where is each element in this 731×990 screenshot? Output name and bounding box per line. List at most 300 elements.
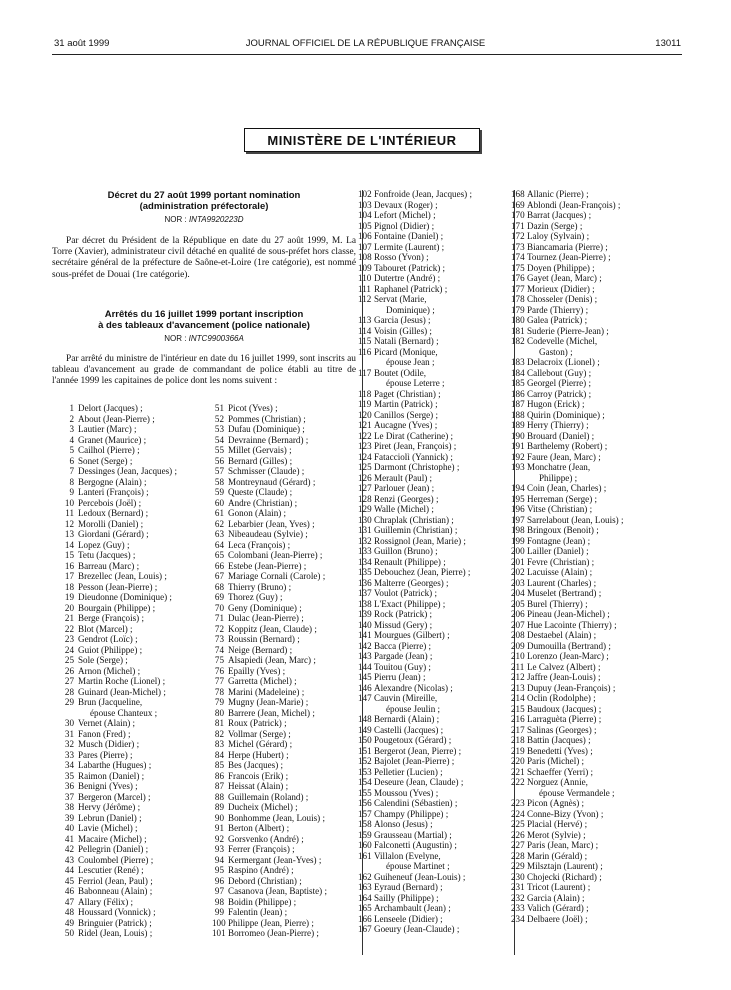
item-number: 49 — [64, 917, 74, 928]
item-name: Raspino (André) ; — [228, 865, 294, 875]
item-number: 212 — [511, 672, 525, 682]
list-item — [212, 456, 327, 467]
item-name: Sole (Serge) ; — [78, 655, 128, 665]
item-name: Berge (François) ; — [78, 613, 144, 623]
list-item — [62, 855, 177, 866]
item-number: 102 — [358, 189, 372, 199]
item-number: 110 — [358, 273, 372, 283]
decret-nor-label: NOR : — [164, 215, 187, 224]
item-name: Delacroix (Lionel) ; — [527, 357, 600, 367]
arretes-title-line1: Arrêtés du 16 juillet 1999 portant inscription — [104, 309, 304, 320]
list-item — [358, 735, 472, 746]
item-number: 172 — [511, 231, 525, 241]
list-item — [62, 592, 177, 603]
item-name: Garcia (Jesus) ; — [374, 315, 431, 325]
item-number: 175 — [511, 262, 525, 273]
item-number: 118 — [358, 388, 372, 399]
item-number: 225 — [511, 819, 525, 829]
list-item — [511, 620, 623, 631]
item-number: 134 — [358, 556, 372, 567]
item-name: Ridel (Jean, Louis) ; — [78, 928, 153, 938]
item-number: 107 — [358, 241, 372, 252]
item-name: Schmisser (Claude) ; — [228, 466, 305, 476]
item-number: 48 — [64, 907, 74, 917]
item-number: 187 — [511, 399, 525, 409]
item-name: Aucagne (Yves) ; — [374, 420, 438, 430]
journal-title: JOURNAL OFFICIEL DE LA RÉPUBLIQUE FRANÇAISE — [245, 38, 486, 49]
list-item — [511, 378, 623, 389]
list-item — [62, 687, 177, 698]
list-item — [62, 582, 177, 593]
item-number: 144 — [358, 661, 372, 672]
list-item — [511, 809, 623, 820]
list-item — [511, 651, 623, 662]
item-number: 36 — [64, 781, 74, 791]
item-name: Sonet (Serge) ; — [78, 455, 133, 466]
list-item — [212, 687, 327, 698]
item-name: Babonneau (Alain) ; — [78, 886, 153, 896]
item-name: Gorsvenko (André) ; — [228, 833, 304, 844]
item-name: Faure (Jean, Marc) ; — [527, 451, 601, 462]
item-number: 7 — [69, 466, 74, 476]
item-number: 98 — [214, 896, 224, 907]
item-number: 30 — [64, 718, 74, 728]
list-item — [62, 823, 177, 834]
item-name: Le Calvez (Albert) ; — [527, 661, 601, 672]
item-name: Brouard (Daniel) ; — [527, 430, 595, 441]
list-item — [511, 441, 623, 452]
item-name: L'Exact (Philippe) ; — [374, 598, 446, 609]
item-name: Lautier (Marc) ; — [78, 424, 137, 434]
item-name: Goeury (Jean-Claude) ; — [374, 924, 460, 934]
item-number: 132 — [358, 535, 372, 546]
item-name: Cailhol (Pierre) ; — [78, 445, 140, 455]
list-item — [62, 697, 177, 708]
list-item — [358, 273, 472, 284]
item-number: 231 — [511, 882, 525, 892]
item-number: 173 — [511, 241, 525, 252]
item-name: Parde (Thierry) ; — [527, 304, 589, 315]
list-item — [511, 704, 623, 715]
item-number: 208 — [511, 630, 525, 640]
item-number: 108 — [358, 252, 372, 262]
item-name: Gayet (Jean, Marc) ; — [527, 273, 602, 283]
item-number: 211 — [511, 661, 525, 672]
item-number: 44 — [64, 865, 74, 875]
list-item — [358, 252, 472, 263]
item-number: 70 — [214, 602, 224, 613]
names-column-3 — [358, 189, 472, 935]
list-item — [511, 567, 623, 578]
list-item — [62, 550, 177, 561]
list-item — [62, 613, 177, 624]
item-name: Roux (Patrick) ; — [228, 718, 287, 728]
item-number: 195 — [511, 493, 525, 504]
item-name: Hue Lacointe (Thierry) ; — [527, 619, 617, 630]
list-item — [511, 210, 623, 221]
list-item — [212, 802, 327, 813]
list-item — [358, 578, 472, 589]
list-item — [358, 662, 472, 673]
item-number: 65 — [214, 550, 224, 560]
item-number: 122 — [358, 430, 372, 441]
list-item — [212, 666, 327, 677]
list-item — [358, 347, 472, 358]
item-number: 85 — [214, 760, 224, 770]
list-item — [358, 294, 472, 305]
list-item — [62, 540, 177, 551]
list-item — [511, 305, 623, 316]
item-number: 59 — [214, 487, 224, 497]
list-item — [511, 504, 623, 515]
item-name: Hervy (Jérôme) ; — [78, 802, 141, 812]
item-number: 64 — [214, 539, 224, 550]
item-number: 229 — [511, 861, 525, 871]
list-item — [212, 403, 327, 414]
item-number: 214 — [511, 693, 525, 703]
item-number: 117 — [358, 367, 372, 378]
list-item — [358, 368, 472, 379]
list-item — [511, 252, 623, 263]
item-name: Missud (Gery) ; — [374, 619, 433, 630]
list-item — [511, 725, 623, 736]
item-number: 18 — [64, 581, 74, 592]
list-item — [62, 739, 177, 750]
item-number: 197 — [511, 514, 525, 525]
item-number: 198 — [511, 525, 525, 535]
item-number: 180 — [511, 315, 525, 325]
item-name: Benigni (Yves) ; — [78, 781, 138, 791]
list-item — [212, 613, 327, 624]
list-item — [358, 210, 472, 221]
item-name: Lebrun (Daniel) ; — [78, 812, 142, 823]
item-number: 24 — [64, 644, 74, 655]
item-number: 58 — [214, 476, 224, 487]
item-name: Lopez (Guy) ; — [78, 539, 130, 550]
item-name: Merot (Sylvie) ; — [527, 829, 586, 840]
list-item — [62, 529, 177, 540]
item-number: 76 — [214, 665, 224, 676]
item-name: Barthelemy (Robert) ; — [527, 441, 608, 451]
item-name: Pignol (Didier) ; — [374, 220, 435, 231]
item-number: 129 — [358, 504, 372, 514]
item-number: 115 — [358, 336, 372, 346]
item-name: Guillemin (Christian) ; — [374, 525, 458, 535]
list-item — [212, 540, 327, 551]
item-name: Carroy (Patrick) ; — [527, 388, 592, 399]
item-number: 101 — [212, 928, 226, 938]
item-name: Alsapiedi (Jean, Marc) ; — [228, 655, 316, 665]
names-column-2 — [212, 403, 327, 939]
decret-nor — [52, 215, 356, 224]
item-number: 170 — [511, 210, 525, 220]
item-name: Francois (Erik) ; — [228, 770, 289, 781]
item-name: Debord (Christian) ; — [228, 875, 302, 886]
item-name: Bringoux (Benoit) ; — [527, 525, 599, 535]
item-number: 100 — [212, 917, 226, 928]
item-number: 182 — [511, 336, 525, 346]
list-item — [358, 200, 472, 211]
list-item — [62, 844, 177, 855]
list-item — [358, 693, 472, 704]
list-item — [62, 466, 177, 477]
item-name: Hugon (Erick) ; — [527, 399, 585, 409]
item-number: 82 — [214, 728, 224, 739]
item-number: 218 — [511, 735, 525, 745]
item-number: 131 — [358, 525, 372, 535]
list-item — [358, 851, 472, 862]
item-number: 105 — [358, 220, 372, 231]
item-number: 14 — [64, 539, 74, 550]
item-number: 228 — [511, 850, 525, 861]
list-item — [212, 729, 327, 740]
list-item — [358, 315, 472, 326]
list-item — [358, 777, 472, 788]
item-name-continuation: Gaston) ; — [539, 346, 573, 357]
list-item — [62, 666, 177, 677]
list-item — [62, 928, 177, 939]
list-item — [358, 336, 472, 347]
item-name: Schaeffer (Yerri) ; — [527, 766, 594, 777]
item-name: Lebarbier (Jean, Yves) ; — [228, 518, 315, 529]
item-number: 104 — [358, 210, 372, 220]
item-name: Paris (Jean, Marc) ; — [527, 840, 599, 850]
list-item — [212, 466, 327, 477]
item-number: 33 — [64, 749, 74, 760]
item-number: 186 — [511, 388, 525, 399]
list-item — [511, 861, 623, 872]
list-item — [62, 456, 177, 467]
item-name: Mugny (Jean-Marie) ; — [228, 697, 309, 707]
list-item — [62, 519, 177, 530]
item-name: Fanon (Fred) ; — [78, 728, 131, 739]
item-name: Oclin (Rodolphe) ; — [527, 693, 596, 703]
item-name: Gonon (Alain) ; — [228, 508, 287, 518]
item-name: Heissat (Alain) ; — [228, 781, 289, 791]
list-item — [62, 781, 177, 792]
list-item — [511, 315, 623, 326]
list-item — [511, 189, 623, 200]
item-number: 215 — [511, 703, 525, 714]
list-item — [358, 263, 472, 274]
item-name: Codevelle (Michel, — [527, 336, 598, 346]
item-number: 111 — [358, 283, 371, 294]
list-item — [358, 840, 472, 851]
list-item — [358, 525, 472, 536]
item-name: Fatacciolì (Yannick) ; — [374, 451, 453, 462]
list-item — [511, 662, 623, 673]
item-number: 31 — [64, 728, 74, 739]
item-number: 147 — [358, 693, 372, 703]
list-item — [212, 561, 327, 572]
item-number: 97 — [214, 886, 224, 896]
list-item — [511, 830, 623, 841]
item-name: Devaux (Roger) ; — [374, 199, 438, 210]
item-name: Villalon (Evelyne, — [374, 850, 441, 861]
item-name: Piret (Jean, François) ; — [374, 441, 457, 451]
item-name: Fevre (Christian) ; — [527, 556, 595, 567]
item-number: 103 — [358, 199, 372, 210]
item-number: 149 — [358, 724, 372, 735]
item-name: Pesson (Jean-Pierre) ; — [78, 581, 158, 592]
item-name: Alexandre (Nicolas) ; — [374, 682, 453, 693]
list-item — [212, 529, 327, 540]
item-name: Valich (Gérard) ; — [527, 903, 589, 913]
item-name: Marin (Gérald) ; — [527, 850, 588, 861]
header-date: 31 août 1999 — [54, 38, 110, 49]
item-name: Castelli (Jacques) ; — [374, 724, 444, 735]
item-number: 135 — [358, 567, 372, 577]
item-number: 92 — [214, 833, 224, 844]
list-item — [62, 750, 177, 761]
item-number: 19 — [64, 592, 74, 602]
item-number: 73 — [214, 634, 224, 644]
item-name: Paris (Michel) ; — [527, 756, 585, 766]
list-item — [511, 410, 623, 421]
item-name: Coin (Jean, Charles) ; — [527, 483, 607, 493]
list-item — [62, 624, 177, 635]
list-item — [212, 435, 327, 446]
item-number: 26 — [64, 665, 74, 676]
item-number: 210 — [511, 651, 525, 661]
list-item — [212, 865, 327, 876]
item-number: 28 — [64, 686, 74, 697]
item-number: 207 — [511, 619, 525, 630]
item-number: 93 — [214, 844, 224, 854]
list-item — [212, 928, 327, 939]
list-item — [62, 571, 177, 582]
list-item — [212, 760, 327, 771]
item-number: 8 — [69, 476, 74, 487]
item-name: Arnon (Michel) ; — [78, 665, 141, 676]
list-item — [212, 424, 327, 435]
item-number: 154 — [358, 777, 372, 787]
item-name: Chojecki (Richard) ; — [527, 871, 602, 882]
item-name: Benedetti (Yves) ; — [527, 745, 593, 756]
item-number: 15 — [64, 550, 74, 560]
list-item — [358, 641, 472, 652]
item-number: 185 — [511, 378, 525, 388]
item-name: Nibeaudeau (Sylvie) ; — [228, 529, 308, 539]
item-name: Guinard (Jean-Michel) ; — [78, 686, 166, 697]
item-name: Herry (Thierry) ; — [527, 420, 589, 430]
item-name: Barreau (Marc) ; — [78, 560, 140, 571]
list-item — [62, 897, 177, 908]
item-name: Macaire (Michel) ; — [78, 833, 147, 844]
item-number: 20 — [64, 602, 74, 613]
list-item — [511, 431, 623, 442]
item-number: 80 — [214, 707, 224, 718]
item-name: Moussou (Yves) ; — [374, 787, 439, 798]
item-number: 193 — [511, 462, 525, 472]
list-item — [358, 924, 472, 935]
list-item — [511, 714, 623, 725]
item-name: Thierry (Bruno) ; — [228, 581, 292, 592]
item-number: 196 — [511, 504, 525, 514]
list-item — [511, 641, 623, 652]
item-number: 152 — [358, 756, 372, 766]
list-item — [358, 189, 472, 200]
item-name: Jaffre (Jean-Louis) ; — [527, 672, 601, 682]
item-name: Falentin (Jean) ; — [228, 907, 288, 917]
item-number: 5 — [69, 445, 74, 455]
list-item — [511, 294, 623, 305]
arretes-title-line2: à des tableaux d'avancement (police nationale) — [98, 320, 310, 331]
item-name: Raphanel (Patrick) ; — [374, 283, 448, 294]
item-number: 57 — [214, 466, 224, 476]
item-number: 46 — [64, 886, 74, 896]
item-name: Picon (Agnès) ; — [527, 798, 585, 808]
list-item — [62, 487, 177, 498]
item-number: 161 — [358, 850, 372, 861]
item-number: 96 — [214, 875, 224, 886]
list-item — [62, 435, 177, 446]
item-name: Le Dirat (Catherine) ; — [374, 430, 454, 441]
decret-title-line1: Décret du 27 août 1999 portant nomination — [107, 190, 301, 201]
item-number: 199 — [511, 535, 525, 546]
item-name: Tricot (Laurent) ; — [527, 882, 591, 892]
item-name: Servat (Marie, — [374, 294, 427, 304]
list-item — [212, 876, 327, 887]
item-name: Pommes (Christian) ; — [228, 413, 306, 424]
item-number: 74 — [214, 644, 224, 655]
item-name: Larraguèta (Pierre) ; — [527, 714, 602, 724]
item-name: Bernard (Gilles) ; — [228, 455, 293, 466]
list-item — [212, 603, 327, 614]
item-name: Geny (Dominique) ; — [228, 602, 302, 613]
item-number: 164 — [358, 892, 372, 903]
list-item — [511, 452, 623, 463]
item-number: 130 — [358, 514, 372, 525]
item-name: Dessinges (Jean, Jacques) ; — [78, 466, 177, 476]
item-name: Norguez (Annie, — [527, 777, 588, 787]
item-number: 126 — [358, 472, 372, 483]
list-item — [511, 777, 623, 788]
list-item — [358, 452, 472, 463]
item-name: Merault (Paul) ; — [374, 472, 433, 483]
item-name: Paget (Christian) ; — [374, 388, 441, 399]
item-name: Darmont (Christophe) ; — [374, 462, 460, 472]
list-item — [62, 834, 177, 845]
item-number: 205 — [511, 598, 525, 609]
item-name: Neige (Bernard) ; — [228, 644, 293, 655]
item-number: 143 — [358, 651, 372, 661]
list-item — [212, 834, 327, 845]
list-item — [358, 483, 472, 494]
item-number: 38 — [64, 802, 74, 812]
item-number: 227 — [511, 840, 525, 850]
list-item — [62, 561, 177, 572]
item-name: Philippe (Jean, Pierre) ; — [228, 917, 314, 928]
item-number: 83 — [214, 739, 224, 749]
item-name: Martin Roche (Lionel) ; — [78, 676, 166, 686]
list-item — [358, 284, 472, 295]
item-number: 181 — [511, 325, 525, 336]
item-name: Monchatre (Jean, — [527, 462, 591, 472]
item-number: 79 — [214, 697, 224, 707]
item-name: Garretta (Michel) ; — [228, 676, 297, 686]
list-item — [358, 651, 472, 662]
ministry-title: MINISTÈRE DE L'INTÉRIEUR — [244, 128, 480, 152]
item-number: 69 — [214, 592, 224, 602]
item-name: Allanic (Pierre) ; — [527, 189, 589, 199]
item-number: 37 — [64, 791, 74, 802]
list-item — [511, 273, 623, 284]
arretes-nor-label: NOR : — [164, 334, 187, 343]
list-item — [212, 855, 327, 866]
list-item — [358, 399, 472, 410]
list-item — [511, 420, 623, 431]
